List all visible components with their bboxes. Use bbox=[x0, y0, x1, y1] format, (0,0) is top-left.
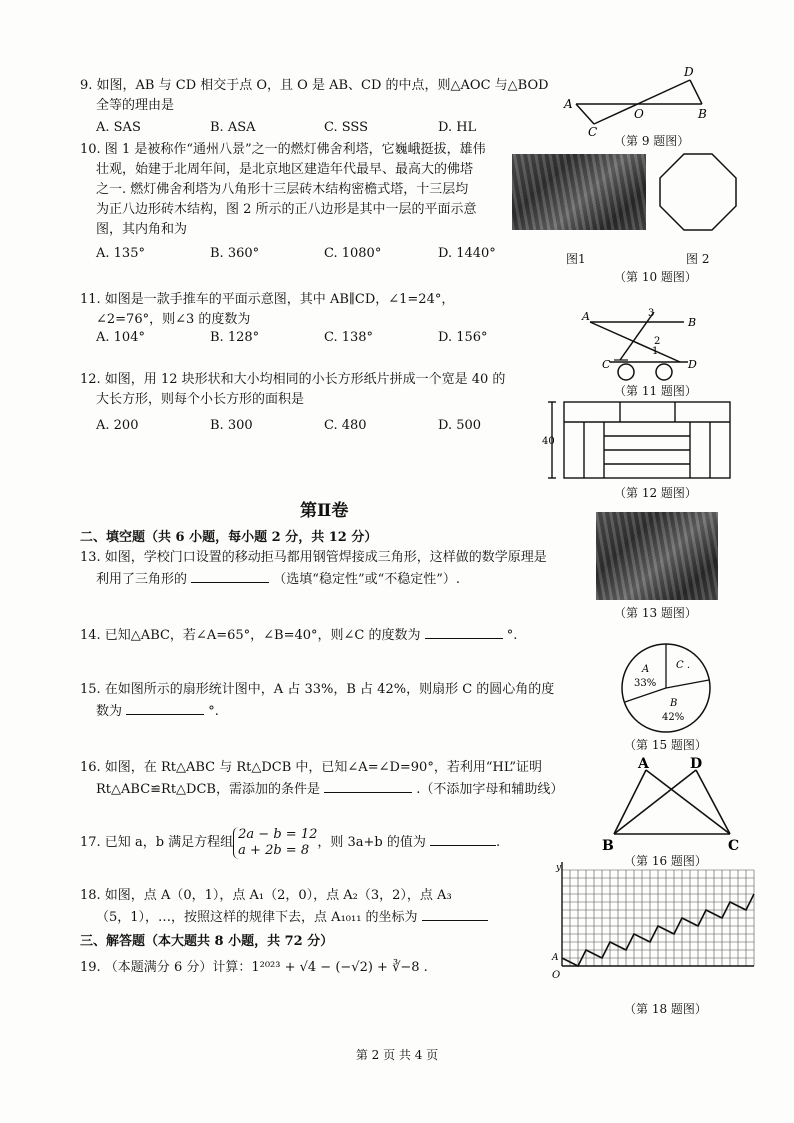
q18-line2: （5，1），…，按照这样的规律下去，点 A₁₀₁₁ 的坐标为 bbox=[96, 910, 418, 925]
q11-caption: （第 11 题图） bbox=[614, 384, 697, 398]
q17-equation-2: a + 2b = 8 bbox=[238, 842, 310, 858]
q11-option-d[interactable]: D. 156° bbox=[438, 330, 488, 345]
q19-text: 19. （本题满分 6 分）计算： bbox=[80, 960, 252, 975]
q16-label-d: D bbox=[690, 756, 703, 772]
q9-option-b[interactable]: B. ASA bbox=[210, 120, 256, 135]
q10-line3: 之一. 燃灯佛舍利塔为八角形十三层砖木结构密檐式塔，十三层均 bbox=[96, 182, 469, 197]
question-9 bbox=[80, 76, 549, 116]
q12-width-label: 40 bbox=[542, 436, 555, 447]
q15-sector-a: A bbox=[642, 664, 650, 675]
question-16 bbox=[80, 758, 563, 800]
q11-angle3: 3 bbox=[648, 308, 655, 319]
q16-answer-blank[interactable] bbox=[324, 778, 412, 793]
q14-answer-blank[interactable] bbox=[425, 624, 503, 639]
q9-label-a: A bbox=[564, 97, 573, 111]
q10-fig1-label: 图1 bbox=[566, 252, 586, 266]
q18-origin: O bbox=[552, 970, 561, 981]
q15-sector-b-pct: 42% bbox=[662, 712, 685, 723]
q11-option-b[interactable]: B. 128° bbox=[210, 330, 260, 345]
question-11 bbox=[80, 290, 454, 330]
q12-option-a[interactable]: A. 200 bbox=[96, 418, 139, 433]
q12-rectangle-figure bbox=[542, 400, 742, 480]
q13-line2-suffix: （选填“稳定性”或“不稳定性”）. bbox=[273, 572, 461, 587]
q16-line2-prefix: Rt△ABC≌Rt△DCB，需添加的条件是 bbox=[96, 782, 320, 797]
q11-angle1: 1 bbox=[652, 346, 659, 357]
q17-text: 17. 已知 a，b 满足方程组 bbox=[80, 835, 234, 850]
q13-line1: 13. 如图，学校门口设置的移动拒马都用钢管焊接成三角形，这样做的数学原理是 bbox=[80, 550, 547, 565]
q12-line1: 12. 如图，用 12 块形状和大小均相同的小长方形纸片拼成一个宽是 40 的 bbox=[80, 372, 506, 387]
q16-label-c: C bbox=[728, 838, 740, 854]
q10-line4: 为正八边形砖木结构，图 2 所示的正八边形是其中一层的平面示意 bbox=[96, 202, 477, 217]
question-18 bbox=[80, 886, 488, 928]
question-12 bbox=[80, 370, 505, 410]
q18-point-a: A bbox=[552, 953, 559, 963]
part2-title: 第Ⅱ卷 bbox=[300, 501, 349, 521]
q13-answer-blank[interactable] bbox=[191, 568, 269, 583]
question-15 bbox=[80, 680, 554, 722]
q11-label-a: A bbox=[582, 310, 590, 323]
q11-option-c[interactable]: C. 138° bbox=[324, 330, 374, 345]
q15-answer-blank[interactable] bbox=[126, 700, 204, 715]
q17-equation-1: 2a − b = 12 bbox=[238, 826, 318, 842]
q10-line5: 图，其内角和为 bbox=[96, 222, 188, 237]
q15-line2-prefix: 数为 bbox=[96, 704, 123, 719]
q11-label-b: B bbox=[688, 316, 697, 329]
q18-line1: 18. 如图，点 A（0，1），点 A₁（2，0），点 A₂（3，2），点 A₃ bbox=[80, 888, 452, 903]
page-footer: 第 2 页 共 4 页 bbox=[355, 1048, 439, 1062]
q18-grid-figure bbox=[544, 860, 758, 990]
q12-caption: （第 12 题图） bbox=[614, 486, 697, 500]
q19-expression: 1²⁰²³ + √4 − (−√2) + ∛−8 . bbox=[251, 960, 428, 975]
q10-octagon-figure bbox=[656, 150, 740, 234]
q13-caption: （第 13 题图） bbox=[614, 606, 697, 620]
q17-equation-system bbox=[233, 827, 317, 859]
q16-line1: 16. 如图，在 Rt△ABC 与 Rt△DCB 中，已知∠A=∠D=90°，若利用“HL”证明 bbox=[80, 760, 542, 775]
q15-sector-c: C . bbox=[676, 660, 691, 671]
q10-option-d[interactable]: D. 1440° bbox=[438, 246, 496, 261]
q15-line1: 15. 在如图所示的扇形统计图中，A 占 33%，B 占 42%，则扇形 C 的圆心角的度 bbox=[80, 682, 555, 697]
q16-label-b: B bbox=[602, 838, 614, 854]
q9-option-d[interactable]: D. HL bbox=[438, 120, 477, 135]
q10-option-b[interactable]: B. 360° bbox=[210, 246, 260, 261]
q14-unit: °. bbox=[506, 628, 518, 643]
q11-label-d: D bbox=[688, 358, 697, 371]
q16-caption: （第 16 题图） bbox=[624, 854, 707, 868]
q9-caption: （第 9 题图） bbox=[614, 134, 690, 148]
section-solve: 三、解答题（本大题共 8 小题，共 72 分） bbox=[80, 934, 334, 949]
q13-line2-prefix: 利用了三角形的 bbox=[96, 572, 188, 587]
q13-barrier-photo bbox=[596, 512, 718, 600]
q9-line2: 全等的理由是 bbox=[96, 98, 175, 113]
q15-caption: （第 15 题图） bbox=[624, 738, 707, 752]
section-fill-in: 二、填空题（共 6 小题，每小题 2 分，共 12 分） bbox=[80, 530, 378, 545]
q12-option-d[interactable]: D. 500 bbox=[438, 418, 482, 433]
q9-label-d: D bbox=[684, 65, 694, 79]
q11-angle2: 2 bbox=[654, 336, 661, 347]
q16-label-a: A bbox=[638, 756, 649, 772]
q17-answer-blank[interactable] bbox=[430, 831, 496, 846]
q18-answer-blank[interactable] bbox=[422, 906, 488, 921]
q16-triangles-figure bbox=[594, 756, 744, 854]
q9-figure bbox=[562, 64, 722, 138]
q17-question: ，则 3a+b 的值为 bbox=[317, 835, 426, 850]
question-14 bbox=[80, 624, 517, 646]
q15-unit: °. bbox=[208, 704, 219, 719]
q17-period: . bbox=[496, 835, 501, 850]
q9-label-o: O bbox=[634, 107, 644, 121]
q12-option-b[interactable]: B. 300 bbox=[210, 418, 253, 433]
q9-label-b: B bbox=[698, 107, 707, 121]
q9-option-a[interactable]: A. SAS bbox=[96, 120, 141, 135]
q16-line2-suffix: .（不添加字母和辅助线） bbox=[416, 782, 564, 797]
q10-fig2-label: 图 2 bbox=[686, 252, 710, 266]
q12-option-c[interactable]: C. 480 bbox=[324, 418, 367, 433]
q11-cart-figure bbox=[580, 298, 720, 384]
question-13 bbox=[80, 548, 547, 590]
q9-line1: 9. 如图，AB 与 CD 相交于点 O，且 O 是 AB、CD 的中点，则△AOC 与△BOD bbox=[80, 78, 549, 93]
q11-label-c: C bbox=[602, 358, 611, 371]
q15-pie-chart bbox=[618, 640, 714, 736]
question-17 bbox=[80, 826, 500, 860]
q9-label-c: C bbox=[588, 125, 598, 138]
q18-caption: （第 18 题图） bbox=[624, 1002, 707, 1016]
q18-axis-y: y bbox=[556, 863, 562, 873]
q10-line1: 10. 图 1 是被称作“通州八景”之一的燃灯佛舍利塔，它巍峨挺拔，雄伟 bbox=[80, 142, 486, 157]
question-19 bbox=[80, 958, 428, 978]
q10-option-a[interactable]: A. 135° bbox=[96, 246, 145, 261]
question-10 bbox=[80, 140, 486, 240]
q10-pagoda-photo bbox=[512, 154, 646, 230]
q14-text: 14. 已知△ABC，若∠A=65°，∠B=40°，则∠C 的度数为 bbox=[80, 628, 421, 643]
q15-sector-a-pct: 33% bbox=[634, 678, 657, 689]
q11-line1: 11. 如图是一款手推车的平面示意图，其中 AB∥CD，∠1=24°， bbox=[80, 292, 455, 307]
q10-caption: （第 10 题图） bbox=[614, 270, 697, 284]
q12-line2: 大长方形，则每个小长方形的面积是 bbox=[96, 392, 305, 407]
q15-sector-b: B bbox=[670, 698, 678, 709]
q11-option-a[interactable]: A. 104° bbox=[96, 330, 145, 345]
q10-line2: 壮观，始建于北周年间，是北京地区建造年代最早、最高大的佛塔 bbox=[96, 162, 474, 177]
q10-option-c[interactable]: C. 1080° bbox=[324, 246, 382, 261]
q11-line2: ∠2=76°，则∠3 的度数为 bbox=[96, 312, 251, 327]
q9-option-c[interactable]: C. SSS bbox=[324, 120, 369, 135]
